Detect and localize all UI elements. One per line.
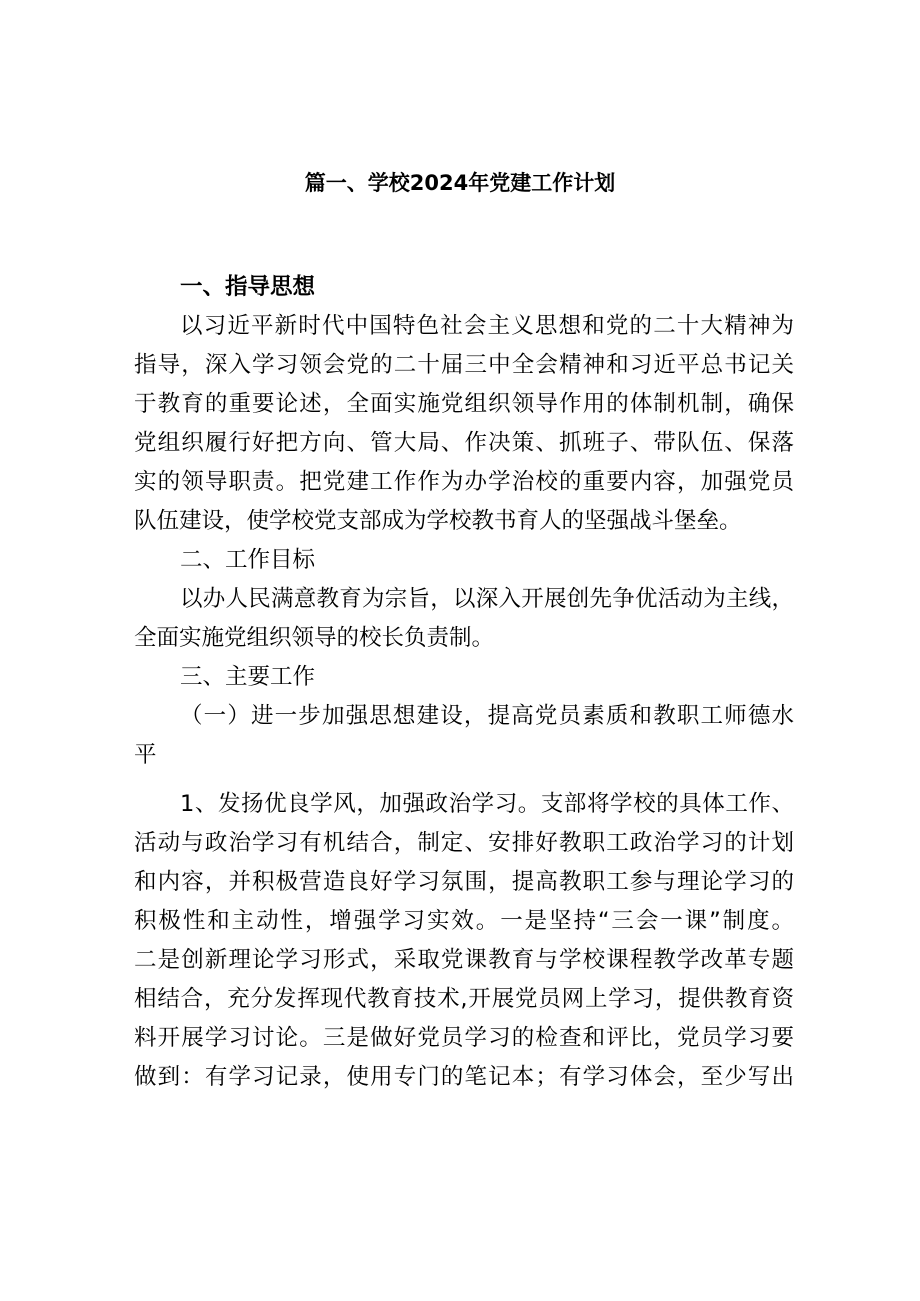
text-line: 二、工作目标 bbox=[180, 547, 316, 573]
text-line: 于教育的重要论述，全面实施党组织领导作用的体制机制，确保 bbox=[134, 391, 794, 417]
document-body bbox=[134, 268, 794, 1097]
text-line: 全面实施党组织领导的校长负责制。 bbox=[134, 625, 495, 651]
text-line: 料开展学习讨论。三是做好党员学习的检查和评比，党员学习要 bbox=[134, 1025, 794, 1051]
text-line: 积极性和主动性，增强学习实效。一是坚持“三会一课”制度。 bbox=[134, 908, 794, 934]
text-line: 相结合，充分发挥现代教育技术,开展党员网上学习，提供教育资 bbox=[134, 986, 794, 1012]
paragraph-gap bbox=[134, 775, 794, 785]
text-line: 一、指导思想 bbox=[180, 274, 316, 300]
text-line: 三、主要工作 bbox=[180, 664, 316, 690]
text-line: 1、发扬优良学风，加强政治学习。支部将学校的具体工作、 bbox=[180, 791, 794, 817]
text-line: 和内容，并积极营造良好学习氛围，提高教职工参与理论学习的 bbox=[134, 869, 794, 895]
text-line: 队伍建设，使学校党支部成为学校教书育人的坚强战斗堡垒。 bbox=[134, 508, 742, 534]
text-line: 以习近平新时代中国特色社会主义思想和党的二十大精神为 bbox=[180, 313, 794, 339]
text-line: 做到：有学习记录，使用专门的笔记本；有学习体会，至少写出 bbox=[134, 1064, 794, 1090]
text-line: 党组织履行好把方向、管大局、作决策、抓班子、带队伍、保落 bbox=[134, 430, 794, 456]
document-title: 篇一、学校2024年党建工作计划 bbox=[304, 171, 616, 195]
text-line: 以办人民满意教育为宗旨，以深入开展创先争优活动为主线， bbox=[180, 586, 794, 612]
text-line: 平 bbox=[134, 742, 157, 768]
text-line: （一）进一步加强思想建设，提高党员素质和教职工师德水 bbox=[180, 703, 794, 729]
text-line: 二是创新理论学习形式，采取党课教育与学校课程教学改革专题 bbox=[134, 947, 794, 973]
text-line: 实的领导职责。把党建工作作为办学治校的重要内容，加强党员 bbox=[134, 469, 794, 495]
text-line: 活动与政治学习有机结合，制定、安排好教职工政治学习的计划 bbox=[134, 830, 794, 856]
text-line: 指导，深入学习领会党的二十届三中全会精神和习近平总书记关 bbox=[134, 352, 794, 378]
